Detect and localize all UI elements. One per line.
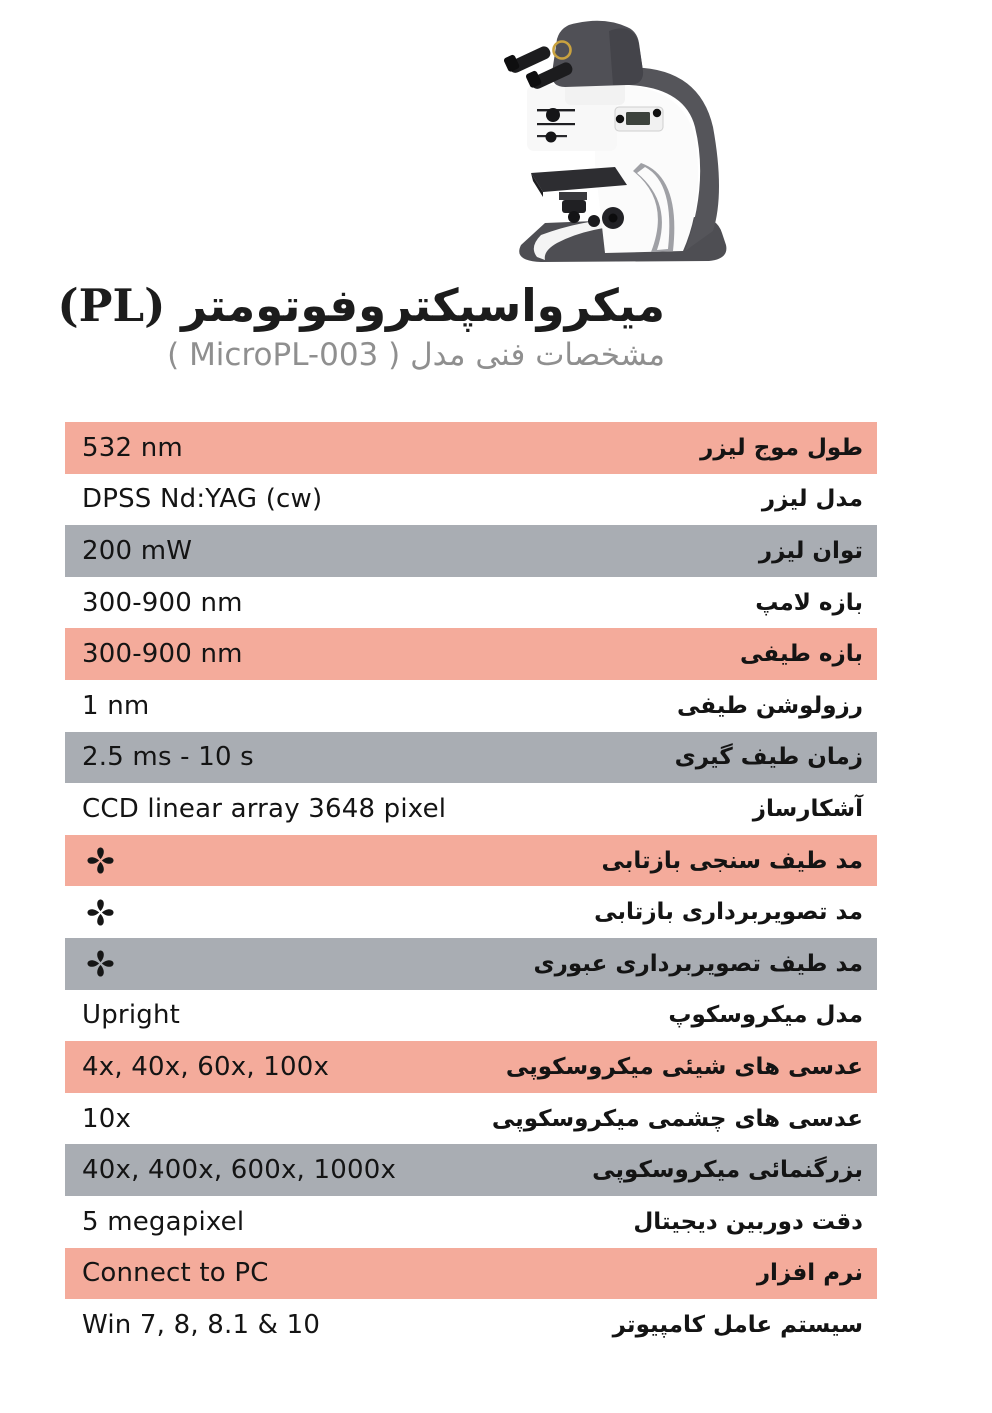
spec-value: 5 megapixel [82,1206,245,1237]
spec-row [65,680,877,732]
spec-row [65,422,877,474]
page-title-fa: میکرواسپکتروفوتومتر [181,279,665,332]
spec-label: نرم افزار [756,1260,863,1287]
spec-value: 1 nm [82,690,150,721]
microscope-illustration [445,5,767,275]
spec-row [65,732,877,784]
spec-label: رزولوشن طیفی [676,692,863,719]
spec-label: عدسی های شیئی میکروسکوپی [505,1053,863,1080]
display-panel [615,107,663,131]
spec-row [65,525,877,577]
spec-label: بازه لامپ [755,589,863,616]
spec-row [65,938,877,990]
spec-value: 4x, 40x, 60x, 100x [82,1051,330,1082]
spec-value: Upright [82,1000,181,1031]
spec-value-check [65,948,116,979]
spec-label: طول موج لیزر [700,434,863,461]
spec-label: سیستم عامل کامپیوتر [612,1311,863,1338]
spec-row [65,783,877,835]
spec-label: بازه طیفی [740,641,863,668]
spec-value: 300-900 nm [82,587,243,618]
spec-table [65,422,877,1351]
spec-value: 300-900 nm [82,639,243,670]
spec-value: 10x [82,1103,132,1134]
spec-row [65,886,877,938]
spec-label: مد طیف سنجی بازتابی [601,847,863,874]
spec-row [65,577,877,629]
spec-label: مدل لیزر [761,486,863,513]
page-subtitle: مشخصات فنی مدل ( MicroPL-003 ) [167,336,665,373]
page-title [57,279,665,332]
spec-row [65,1144,877,1196]
spec-value: Connect to PC [82,1258,269,1289]
spec-label: مد تصویربرداری بازتابی [594,899,863,926]
page-title-latin: (PL) [57,279,166,332]
spec-label: آشکارساز [752,795,863,822]
spec-row [65,474,877,526]
spec-label: مد طیف تصویربرداری عبوری [533,950,863,977]
spec-label: زمان طیف گیری [674,744,863,771]
spec-value: 2.5 ms - 10 s [82,742,254,773]
spec-row [65,1299,877,1351]
spec-value: CCD linear array 3648 pixel [82,793,447,824]
spec-row [65,1248,877,1300]
spec-value: 40x, 400x, 600x, 1000x [82,1155,397,1186]
spec-row [65,1093,877,1145]
spec-row [65,835,877,887]
spec-row [65,990,877,1042]
spec-row [65,1041,877,1093]
four-petal-asterisk-icon [85,948,116,979]
spec-row [65,1196,877,1248]
spec-label: مدل میکروسکوپ [668,1002,863,1029]
spec-value: DPSS Nd:YAG (cw) [82,484,323,515]
spec-value: Win 7, 8, 8.1 & 10 [82,1309,321,1340]
spec-value-check [65,897,116,928]
spec-value-check [65,845,116,876]
spec-label: بزرگنمائی میکروسکوپی [592,1157,863,1184]
spec-label: عدسی های چشمی میکروسکوپی [491,1105,863,1132]
spec-value: 200 mW [82,535,193,566]
four-petal-asterisk-icon [85,845,116,876]
spec-label: دقت دوربین دیجیتال [633,1208,863,1235]
focus-knobs [588,207,624,229]
four-petal-asterisk-icon [85,897,116,928]
title-block [57,279,665,373]
spec-row [65,628,877,680]
spec-value: 532 nm [82,432,183,463]
spec-label: توان لیزر [758,537,863,564]
